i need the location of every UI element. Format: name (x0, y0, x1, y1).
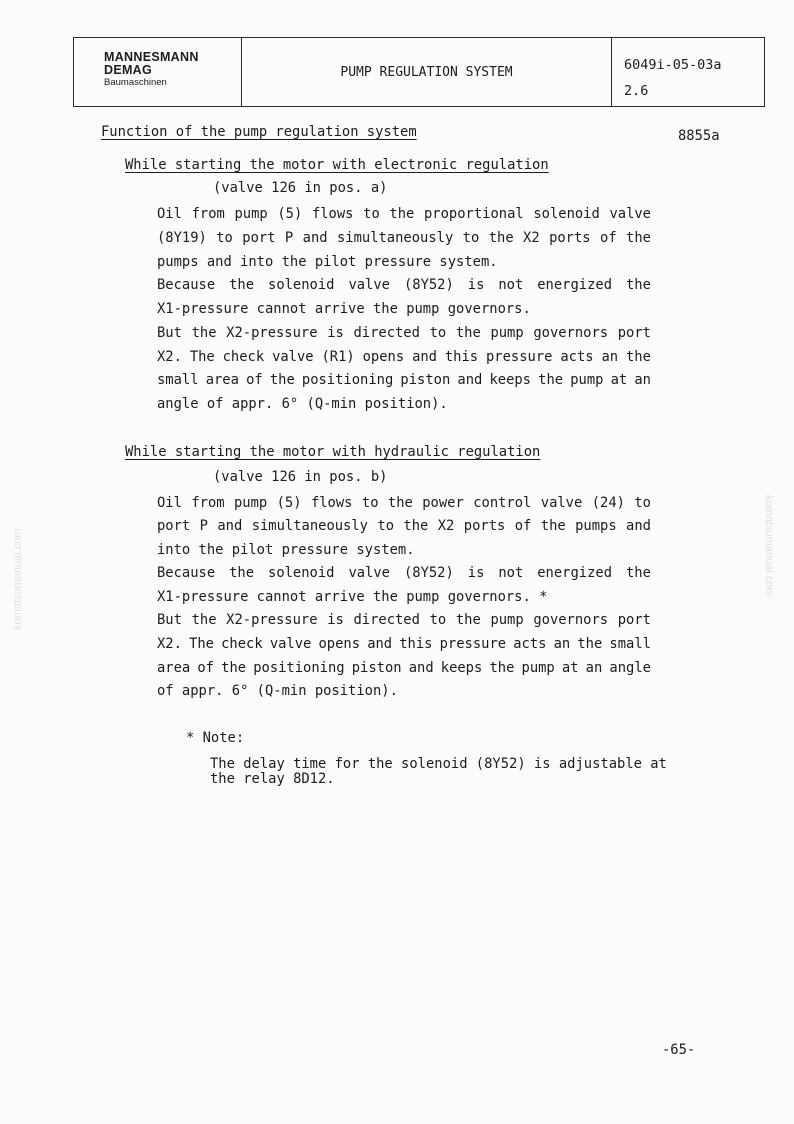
brand-subtitle: Baumaschinen (104, 77, 167, 88)
main-heading: Function of the pump regulation system (101, 124, 417, 140)
reference-code: 8855a (678, 128, 720, 144)
brand-name-2: DEMAG (104, 63, 153, 77)
note-label: * Note: (186, 730, 245, 746)
page-number: -65- (662, 1042, 696, 1058)
brand-name: MANNESMANN (104, 50, 199, 64)
body-line: But the X2-pressure is directed to the pump governors port (157, 325, 651, 341)
section-number: 2.6 (624, 83, 649, 99)
document-title: PUMP REGULATION SYSTEM (242, 38, 612, 106)
brand-logo (74, 38, 242, 106)
watermark-left: komatsumanual.com (12, 528, 24, 630)
section1-heading: While starting the motor with electronic regulation (125, 157, 549, 173)
body-line: into the pilot pressure system. (157, 542, 415, 558)
note-line: the relay 8D12. (210, 771, 335, 787)
body-line: X1-pressure cannot arrive the pump governors. (157, 301, 531, 317)
header-box (73, 37, 765, 107)
section1-subheading: (valve 126 in pos. a) (213, 180, 388, 196)
document-code: 6049i-05-03a (624, 57, 722, 73)
body-line: small area of the positioning piston and keeps the pump at an (157, 372, 651, 388)
body-line: X2. The check valve (R1) opens and this pressure acts an the (157, 349, 651, 365)
body-line: port P and simultaneously to the X2 ports of the pumps and (157, 518, 651, 534)
note-line: The delay time for the solenoid (8Y52) is adjustable at (210, 756, 667, 772)
body-line: (8Y19) to port P and simultaneously to the X2 ports of the (157, 230, 651, 246)
section2-heading: While starting the motor with hydraulic regulation (125, 444, 541, 460)
body-line: angle of appr. 6° (Q-min position). (157, 396, 448, 412)
body-line: pumps and into the pilot pressure system. (157, 254, 498, 270)
body-line: Oil from pump (5) flows to the power control valve (24) to (157, 495, 651, 511)
section2-subheading: (valve 126 in pos. b) (213, 469, 388, 485)
body-line: X1-pressure cannot arrive the pump governors. * (157, 589, 548, 605)
body-line: Oil from pump (5) flows to the proportional solenoid valve (157, 206, 651, 222)
body-line: Because the solenoid valve (8Y52) is not energized the (157, 565, 651, 581)
watermark-right: komatsumanual.com (763, 495, 775, 597)
document-code-cell (612, 38, 764, 106)
body-line: But the X2-pressure is directed to the pump governors port (157, 612, 651, 628)
body-line: Because the solenoid valve (8Y52) is not energized the (157, 277, 651, 293)
body-line: area of the positioning piston and keeps the pump at an angle (157, 660, 651, 676)
body-line: X2. The check valve opens and this pressure acts an the small (157, 636, 651, 652)
body-line: of appr. 6° (Q-min position). (157, 683, 398, 699)
